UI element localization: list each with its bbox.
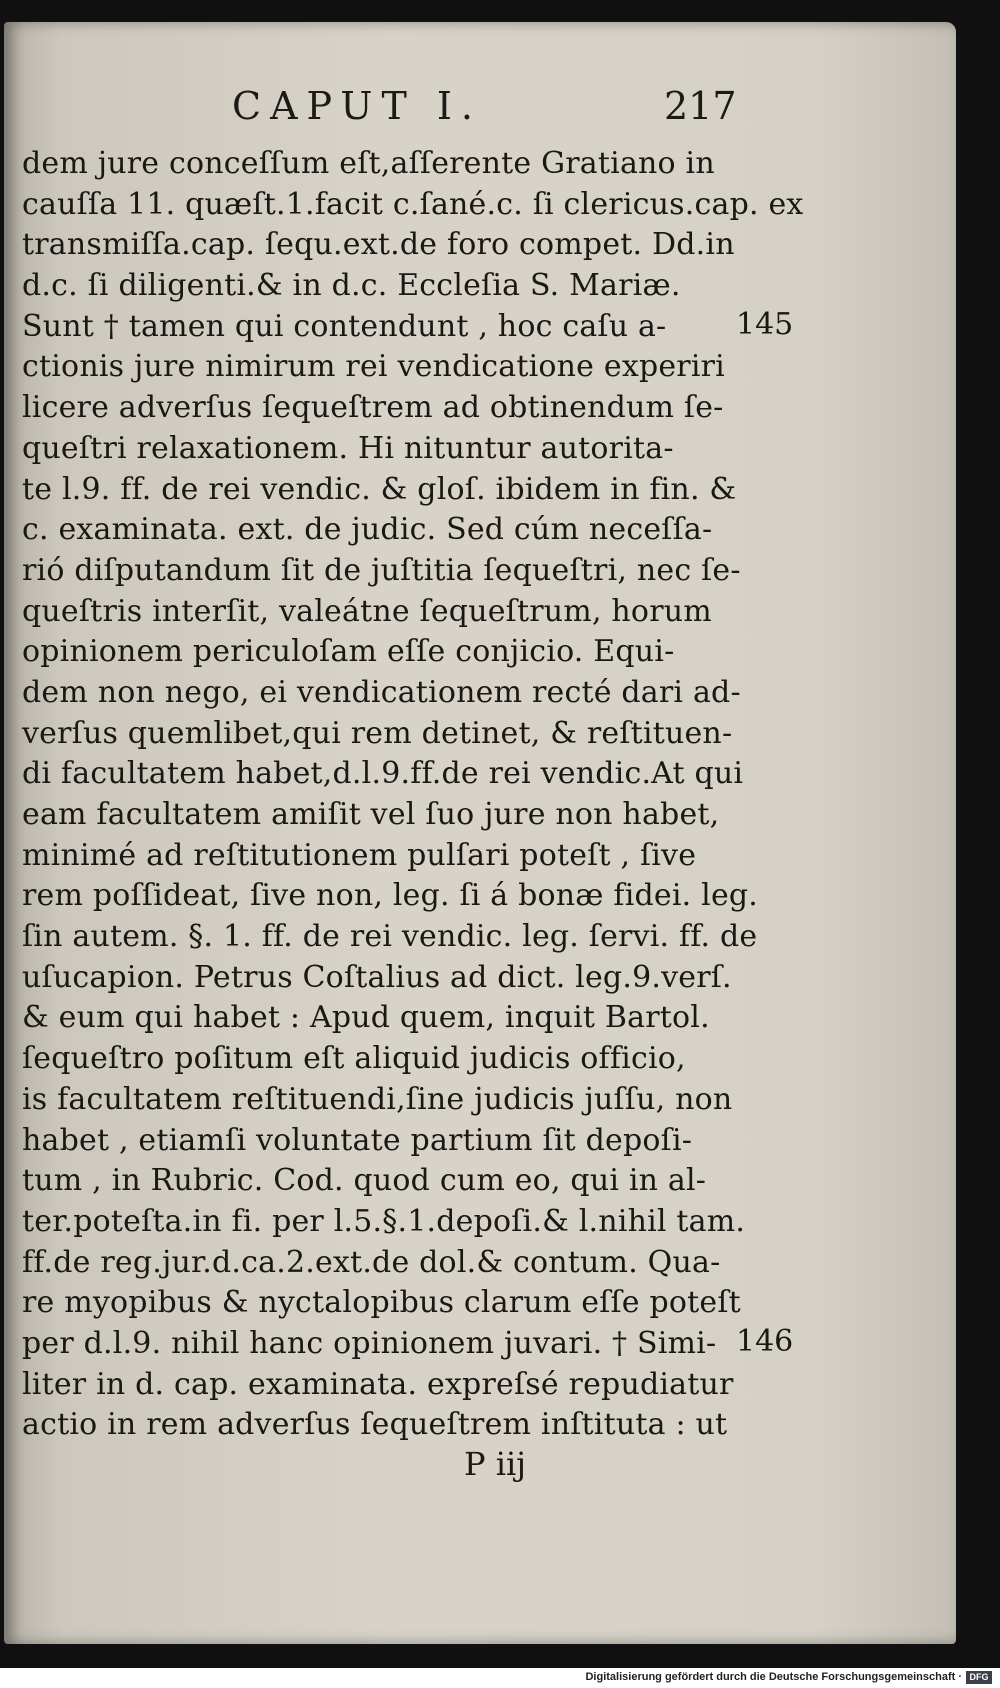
text-line: transmiſſa.cap. ſequ.ext.de foro compet. Dd.in bbox=[22, 227, 735, 263]
text-line: eam facultatem amiſit vel ſuo jure non habet, bbox=[22, 797, 720, 832]
text-line: dem non nego, ei vendicationem recté dari ad- bbox=[22, 674, 741, 710]
text-line: ſin autem. §. 1. ff. de rei vendic. leg. ſervi. ff. de bbox=[22, 919, 758, 955]
text-line: ctionis jure nimirum rei vendicatione experiri bbox=[22, 349, 725, 385]
text-line: cauſſa 11. quæſt.1.facit c.ſané.c. ſi clericus.cap. ex bbox=[22, 186, 804, 222]
text-line: c. examinata. ext. de judic. Sed cúm neceſſa- bbox=[22, 512, 713, 548]
text-line: queſtris interſit, valeátne ſequeſtrum, horum bbox=[22, 593, 712, 629]
text-line: habet , etiamſi voluntate partium ſit depoſi- bbox=[22, 1122, 693, 1158]
text-line: licere adverſus ſequeſtrem ad obtinendum ſe- bbox=[22, 390, 724, 426]
text-line: d.c. ſi diligenti.& in d.c. Eccleſia S. Mariæ. bbox=[22, 268, 681, 304]
book-page bbox=[4, 22, 956, 1644]
text-line: actio in rem adverſus ſequeſtrem inſtituta : ut bbox=[22, 1407, 728, 1443]
chapter-title: CAPUT I. bbox=[232, 84, 482, 128]
text-line: is facultatem reſtituendi,ſine judicis juſſu, non bbox=[22, 1081, 733, 1117]
text-line: Sunt † tamen qui contendunt , hoc caſu a- bbox=[22, 308, 667, 344]
text-line: dem jure conceſſum eſt,aſſerente Gratiano in bbox=[22, 146, 715, 181]
footer-bar bbox=[0, 1668, 1000, 1688]
dfg-logo: DFG bbox=[966, 1671, 992, 1684]
margin-number: 146 bbox=[736, 1324, 794, 1360]
text-line: tum , in Rubric. Cod. quod cum eo, qui in al- bbox=[22, 1163, 707, 1199]
text-line: di facultatem habet,d.l.9.ff.de rei vendic.At qui bbox=[22, 756, 744, 792]
text-line: per d.l.9. nihil hanc opinionem juvari. † Simi- bbox=[22, 1325, 717, 1361]
text-line: ff.de reg.jur.d.ca.2.ext.de dol.& contum. Qua- bbox=[22, 1244, 721, 1280]
text-line: te l.9. ff. de rei vendic. & gloſ. ibidem in fin. & bbox=[22, 471, 737, 507]
text-line: rem poſſideat, ſive non, leg. ſi á bonæ fidei. leg. bbox=[22, 878, 759, 914]
text-line: opinionem periculoſam eſſe conjicio. Equi- bbox=[22, 634, 675, 670]
signature-mark: P iij bbox=[464, 1445, 527, 1483]
text-line: ter.poteſta.in fi. per l.5.§.1.depoſi.& l.nihil tam. bbox=[22, 1203, 746, 1239]
text-line: ſequeſtro poſitum eſt aliquid judicis officio, bbox=[22, 1041, 686, 1077]
margin-number: 145 bbox=[736, 306, 794, 342]
text-line: minimé ad reſtitutionem pulſari poteſt , ſive bbox=[22, 837, 697, 873]
text-line: re myopibus & nyctalopibus clarum eſſe poteſt bbox=[22, 1285, 741, 1321]
text-line: liter in d. cap. examinata. expreſsé repudiatur bbox=[22, 1366, 734, 1402]
text-line: verſus quemlibet,qui rem detinet, & reſtituen- bbox=[22, 715, 733, 751]
text-line: & eum qui habet : Apud quem, inquit Bartol. bbox=[22, 1000, 710, 1036]
text-line: uſucapion. Petrus Coſtalius ad dict. leg.9.verſ. bbox=[22, 959, 732, 995]
text-line: rió diſputandum ſit de juſtitia ſequeſtri, nec ſe- bbox=[22, 552, 741, 588]
text-line: queſtri relaxationem. Hi nituntur autorita- bbox=[22, 430, 674, 466]
page-number: 217 bbox=[664, 84, 737, 128]
running-head bbox=[4, 84, 744, 144]
funding-notice: Digitalisierung gefördert durch die Deutsche Forschungsgemeinschaft · bbox=[585, 1671, 962, 1683]
